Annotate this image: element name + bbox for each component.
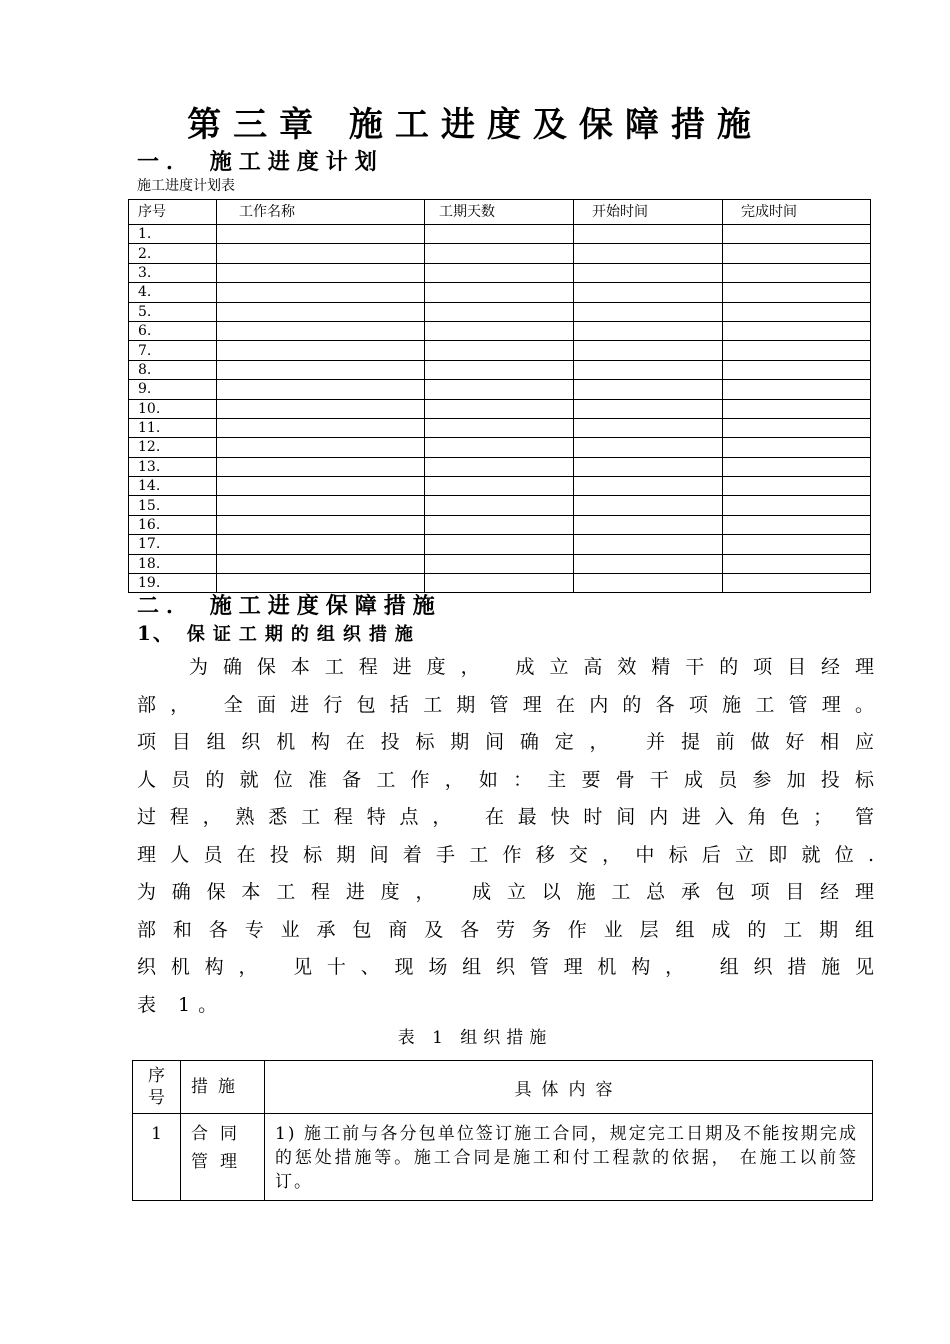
row-index: 1	[133, 1114, 181, 1201]
paragraph-line: 为确保本工程进度， 成立高效精干的项目经理	[189, 656, 877, 678]
cell-duration	[425, 244, 574, 263]
cell-finish-time	[723, 244, 871, 263]
col-header-index: 序号	[133, 1061, 181, 1114]
section-heading-guarantee	[137, 592, 442, 620]
table-row	[129, 574, 871, 593]
cell-task-name	[217, 302, 425, 321]
row-index: 10.	[129, 399, 217, 418]
chapter-title: 第三章 施工进度及保障措施	[187, 105, 763, 145]
organization-measures-table	[132, 1060, 873, 1201]
cell-start-time	[574, 438, 723, 457]
cell-duration	[425, 341, 574, 360]
cell-finish-time	[723, 574, 871, 593]
paragraph-line: 过程，熟悉工程特点， 在最快时间内进入角色； 管	[137, 806, 877, 828]
col-header-finish-time: 完成时间	[723, 200, 871, 225]
row-index: 19.	[129, 574, 217, 593]
subsection-number: 1、	[137, 621, 175, 645]
organization-paragraph	[137, 648, 877, 1023]
cell-start-time	[574, 283, 723, 302]
cell-finish-time	[723, 380, 871, 399]
table-row	[129, 496, 871, 515]
cell-finish-time	[723, 554, 871, 573]
cell-start-time	[574, 554, 723, 573]
cell-duration	[425, 360, 574, 379]
cell-task-name	[217, 496, 425, 515]
row-content: 1) 施工前与各分包单位签订施工合同，规定完工日期及不能按期完成的惩处措施等。施工合同是施工和付工程款的依据， 在施工以前签订。	[265, 1114, 873, 1201]
schedule-table-caption: 施工进度计划表	[137, 178, 235, 194]
cell-duration	[425, 457, 574, 476]
table-row	[129, 418, 871, 437]
section-number: 二．	[137, 593, 196, 619]
table-row	[129, 399, 871, 418]
cell-finish-time	[723, 496, 871, 515]
row-index: 6.	[129, 321, 217, 340]
cell-task-name	[217, 341, 425, 360]
paragraph-line: 部， 全面进行包括工期管理在内的各项施工管理。	[137, 693, 877, 716]
col-header-index: 序号	[129, 200, 217, 225]
measures-header-row	[133, 1061, 873, 1114]
table-row	[129, 457, 871, 476]
row-index: 11.	[129, 418, 217, 437]
col-header-start-time: 开始时间	[574, 200, 723, 225]
cell-duration	[425, 321, 574, 340]
schedule-table-body	[129, 225, 871, 593]
cell-task-name	[217, 360, 425, 379]
table-row	[129, 341, 871, 360]
paragraph-line: 人员的就位准备工作，如：主要骨干成员参加投标	[137, 768, 877, 791]
row-index: 17.	[129, 535, 217, 554]
cell-finish-time	[723, 477, 871, 496]
cell-duration	[425, 535, 574, 554]
row-index: 13.	[129, 457, 217, 476]
row-index: 3.	[129, 263, 217, 282]
cell-finish-time	[723, 225, 871, 244]
cell-duration	[425, 283, 574, 302]
cell-start-time	[574, 418, 723, 437]
table-row	[129, 244, 871, 263]
table-row	[129, 263, 871, 282]
cell-task-name	[217, 554, 425, 573]
cell-duration	[425, 418, 574, 437]
cell-duration	[425, 574, 574, 593]
row-index: 16.	[129, 515, 217, 534]
cell-task-name	[217, 438, 425, 457]
paragraph-line: 理人员在投标期间着手工作移交，中标后立即就位.	[137, 843, 877, 866]
table-row	[129, 535, 871, 554]
section-title: 施工进度保障措施	[209, 593, 442, 619]
cell-task-name	[217, 399, 425, 418]
cell-start-time	[574, 341, 723, 360]
cell-duration	[425, 515, 574, 534]
table-row	[129, 515, 871, 534]
cell-start-time	[574, 399, 723, 418]
cell-task-name	[217, 418, 425, 437]
cell-task-name	[217, 244, 425, 263]
cell-start-time	[574, 225, 723, 244]
table-row	[129, 225, 871, 244]
table-row	[129, 438, 871, 457]
cell-duration	[425, 496, 574, 515]
cell-start-time	[574, 302, 723, 321]
paragraph-line: 织机构， 见十、现场组织管理机构， 组织措施见	[137, 956, 877, 978]
cell-task-name	[217, 477, 425, 496]
cell-start-time	[574, 380, 723, 399]
cell-start-time	[574, 535, 723, 554]
cell-finish-time	[723, 321, 871, 340]
cell-start-time	[574, 515, 723, 534]
row-index: 15.	[129, 496, 217, 515]
paragraph-line: 项目组织机构在投标期间确定， 并提前做好相应	[137, 731, 877, 753]
schedule-header-row	[129, 200, 871, 225]
cell-finish-time	[723, 283, 871, 302]
section-number: 一．	[137, 149, 196, 175]
row-index: 7.	[129, 341, 217, 360]
row-index: 18.	[129, 554, 217, 573]
cell-finish-time	[723, 515, 871, 534]
paragraph-line: 部和各专业承包商及各劳务作业层组成的工期组	[137, 918, 877, 941]
paragraph-line: 表 1。	[137, 993, 226, 1016]
row-index: 5.	[129, 302, 217, 321]
cell-duration	[425, 263, 574, 282]
cell-start-time	[574, 574, 723, 593]
cell-task-name	[217, 321, 425, 340]
row-measure: 合同管理	[181, 1114, 265, 1201]
cell-start-time	[574, 496, 723, 515]
schedule-table	[128, 199, 871, 593]
cell-finish-time	[723, 535, 871, 554]
cell-start-time	[574, 457, 723, 476]
cell-duration	[425, 438, 574, 457]
table-row	[129, 302, 871, 321]
cell-finish-time	[723, 457, 871, 476]
cell-finish-time	[723, 263, 871, 282]
table-row	[129, 477, 871, 496]
table-row	[129, 554, 871, 573]
cell-start-time	[574, 244, 723, 263]
row-index: 9.	[129, 380, 217, 399]
cell-task-name	[217, 457, 425, 476]
cell-duration	[425, 399, 574, 418]
cell-finish-time	[723, 341, 871, 360]
cell-duration	[425, 302, 574, 321]
col-header-content: 具体内容	[265, 1061, 873, 1114]
cell-start-time	[574, 321, 723, 340]
row-index: 2.	[129, 244, 217, 263]
cell-task-name	[217, 535, 425, 554]
cell-task-name	[217, 283, 425, 302]
col-header-duration: 工期天数	[425, 200, 574, 225]
cell-duration	[425, 554, 574, 573]
cell-finish-time	[723, 418, 871, 437]
col-header-task-name: 工作名称	[217, 200, 425, 225]
section-title: 施工进度计划	[209, 149, 384, 175]
table1-caption: 表 1 组织措施	[397, 1028, 553, 1048]
cell-duration	[425, 477, 574, 496]
cell-task-name	[217, 380, 425, 399]
cell-finish-time	[723, 302, 871, 321]
cell-task-name	[217, 225, 425, 244]
cell-start-time	[574, 360, 723, 379]
cell-task-name	[217, 574, 425, 593]
cell-start-time	[574, 263, 723, 282]
col-header-measure: 措施	[181, 1061, 265, 1114]
subsection-heading-organization	[137, 621, 421, 647]
cell-duration	[425, 380, 574, 399]
cell-finish-time	[723, 438, 871, 457]
cell-duration	[425, 225, 574, 244]
cell-finish-time	[723, 399, 871, 418]
table-row	[129, 360, 871, 379]
subsection-title: 保证工期的组织措施	[186, 624, 421, 645]
row-index: 1.	[129, 225, 217, 244]
table-row	[129, 283, 871, 302]
cell-task-name	[217, 263, 425, 282]
section-heading-schedule	[137, 148, 384, 176]
cell-start-time	[574, 477, 723, 496]
table-row	[129, 380, 871, 399]
row-index: 4.	[129, 283, 217, 302]
cell-finish-time	[723, 360, 871, 379]
paragraph-line: 为确保本工程进度， 成立以施工总承包项目经理	[137, 881, 877, 903]
cell-task-name	[217, 515, 425, 534]
row-index: 12.	[129, 438, 217, 457]
table-row	[133, 1114, 873, 1201]
row-index: 14.	[129, 477, 217, 496]
row-index: 8.	[129, 360, 217, 379]
table-row	[129, 321, 871, 340]
